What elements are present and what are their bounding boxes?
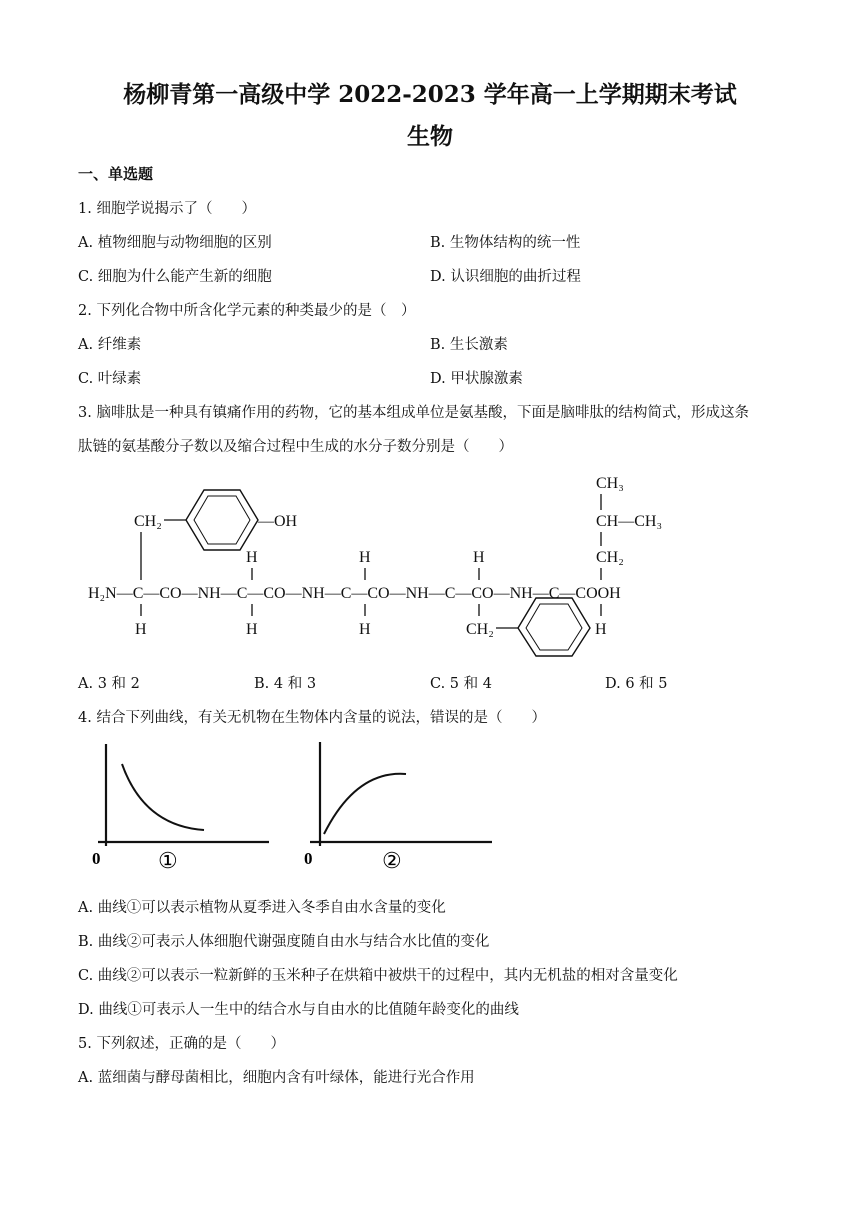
q1-option-b: B. 生物体结构的统一性 <box>430 235 581 251</box>
formula-ch-ch3: CH—CH₃ <box>596 513 663 530</box>
page-title: 杨柳青第一高级中学 2022-2023 学年高一上学期期末考试 <box>123 81 737 108</box>
q2-stem: 2. 下列化合物中所含化学元素的种类最少的是（ ） <box>78 303 416 319</box>
q4-option-d: D. 曲线①可表示人一生中的结合水与自由水的比值随年龄变化的曲线 <box>78 1002 519 1018</box>
q4-option-b: B. 曲线②可表示人体细胞代谢强度随自由水与结合水比值的变化 <box>78 934 490 950</box>
graph-1-origin: 0 <box>92 849 101 868</box>
formula-ch3-top: CH₃ <box>596 475 624 492</box>
q3-option-d: D. 6 和 5 <box>605 676 668 692</box>
q3-option-c: C. 5 和 4 <box>430 676 492 692</box>
q4-option-c: C. 曲线②可以表示一粒新鲜的玉米种子在烘箱中被烘干的过程中，其内无机盐的相对含量变化 <box>78 968 678 984</box>
q3-option-a: A. 3 和 2 <box>78 676 140 692</box>
subject-title: 生物 <box>407 123 453 150</box>
graph-1-label: ① <box>158 848 178 873</box>
section-heading: 一、单选题 <box>78 165 154 183</box>
q2-option-b: B. 生长激素 <box>430 337 508 353</box>
formula-backbone: H₂N—C—CO—NH—C—CO—NH—C—CO—NH—C—CO—NH—C—COOH <box>88 585 621 602</box>
curve-2-line <box>324 774 406 834</box>
graph-2-origin: 0 <box>304 849 313 868</box>
q3-stem-line1: 3. 脑啡肽是一种具有镇痛作用的药物，它的基本组成单位是氨基酸，下面是脑啡肽的结构简式，形成这条 <box>78 405 749 421</box>
q1-option-c: C. 细胞为什么能产生新的细胞 <box>78 269 272 285</box>
q1-stem: 1. 细胞学说揭示了（ ） <box>78 201 256 217</box>
benzene-ring-tyr <box>186 490 258 550</box>
formula-ch2-leu: CH₂ <box>596 549 624 566</box>
q5-stem: 5. 下列叙述，正确的是（ ） <box>78 1036 285 1052</box>
formula-h-top-3: H <box>359 549 371 566</box>
graph-2-label: ② <box>382 848 402 873</box>
formula-h-bottom-3: H <box>359 621 371 638</box>
peptide-structure-formula <box>80 470 700 660</box>
formula-ch2-tyr: CH₂ <box>134 513 162 530</box>
formula-ch2-phe: CH₂ <box>466 621 494 638</box>
formula-oh: —OH <box>258 513 298 530</box>
q3-option-b: B. 4 和 3 <box>254 676 317 692</box>
formula-h-bottom-2: H <box>246 621 258 638</box>
q2-option-a: A. 纤维素 <box>78 337 142 353</box>
q1-option-d: D. 认识细胞的曲折过程 <box>430 269 581 285</box>
formula-h-bottom-5: H <box>595 621 607 638</box>
formula-h-top-4: H <box>473 549 485 566</box>
q4-stem: 4. 结合下列曲线，有关无机物在生物体内含量的说法，错误的是（ ） <box>78 710 546 726</box>
curve-graph-1 <box>84 736 274 876</box>
formula-h-bottom-1: H <box>135 621 147 638</box>
q1-option-a: A. 植物细胞与动物细胞的区别 <box>78 235 272 251</box>
q4-option-a: A. 曲线①可以表示植物从夏季进入冬季自由水含量的变化 <box>78 900 446 916</box>
q3-stem-line2: 肽链的氨基酸分子数以及缩合过程中生成的水分子数分别是（ ） <box>78 439 513 455</box>
curve-graph-2 <box>296 736 496 876</box>
formula-h-top-2: H <box>246 549 258 566</box>
curve-1-line <box>122 764 204 830</box>
benzene-ring-phe <box>518 598 590 656</box>
q2-option-c: C. 叶绿素 <box>78 371 142 387</box>
q2-option-d: D. 甲状腺激素 <box>430 371 523 387</box>
q5-option-a: A. 蓝细菌与酵母菌相比，细胞内含有叶绿体，能进行光合作用 <box>78 1070 475 1086</box>
